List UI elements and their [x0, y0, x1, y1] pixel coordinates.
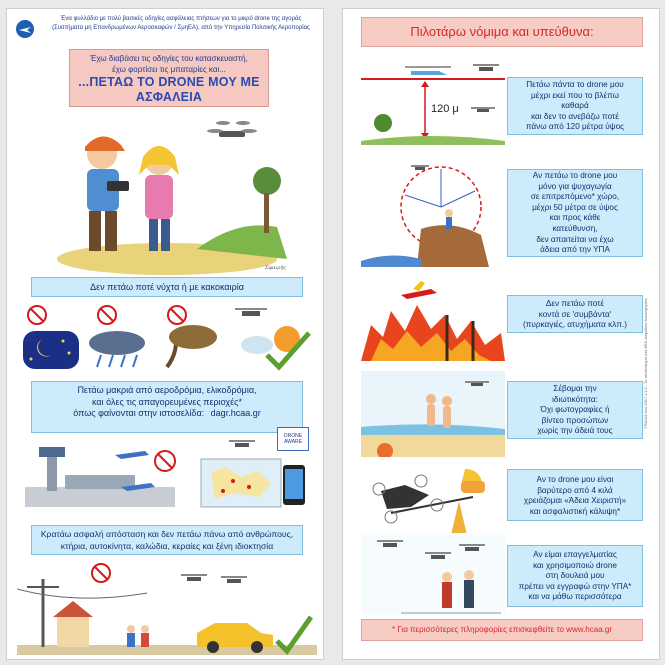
no-drone-sign-icon — [92, 564, 110, 582]
rule-box-visibility — [507, 77, 643, 135]
rule-line: και ασφαλιστική κάλυψη* — [529, 506, 621, 516]
professional-operators-illustration — [361, 533, 505, 615]
rule-line: μέχρι εκεί που το βλέπω — [530, 90, 620, 100]
drone-icon — [235, 308, 267, 316]
rule-line: Σέβομαι την — [553, 384, 597, 393]
hcaa-logo-icon — [15, 19, 35, 39]
rule-line: Όχι φωτογραφίες ή — [540, 405, 610, 415]
no-drone-sign-icon — [168, 306, 186, 324]
side-note: ΥΠΑ/Δ4 Νοε 2017 v.1.0 - Το αποτύπωμα στο EEA Ασφάλεια Κυκλοφορίας — [643, 298, 648, 429]
rule-line: κοντά σε 'συμβάντα' — [538, 309, 612, 319]
distance-rule-box — [31, 525, 303, 555]
city-distance-illustration — [17, 559, 317, 657]
rule-box-recreational — [507, 169, 643, 257]
person-icon — [442, 396, 452, 406]
intro-line: Έχω διαβάσει τις οδηγίες του κατασκευαστή, — [90, 54, 248, 63]
rule-box-privacy — [507, 381, 643, 439]
control-tower-icon — [47, 455, 57, 491]
rule-line: μόνο για ψυχαγωγία — [538, 181, 612, 191]
rule-line: άδεια από την ΥΠΑ — [540, 245, 610, 255]
rule-line: πάνω από 120 μέτρα ύψος — [525, 122, 625, 132]
airports-rule-line: Πετάω μακριά από αεροδρόμια, ελικοδρόμια, — [77, 385, 257, 395]
rule-line: (πυρκαγιές, ατυχήματα κλπ.) — [522, 320, 627, 330]
airports-rule-line: και όλες τις απαγορευμένες περιοχές* — [92, 396, 242, 407]
rule-box-incidents — [507, 295, 643, 333]
rules-title: Πιλοτάρω νόμιμα και υπεύθυνα: — [361, 17, 643, 47]
rule-box-heavy-drone — [507, 469, 643, 521]
intro-line: έχω φορτίσει τις μπαταρίες και... — [112, 64, 226, 74]
no-drone-sign-icon — [98, 306, 116, 324]
rule-line: Αν το drone μου είναι — [536, 475, 614, 484]
rule-line: ιδιωτικότητα: — [552, 394, 598, 404]
privacy-illustration — [361, 371, 505, 457]
operator-icon — [464, 570, 474, 580]
rule-line: κατεύθυνση, — [552, 223, 598, 233]
drone-icon — [207, 121, 257, 137]
rain-cloud-icon — [89, 331, 145, 355]
max-height-illustration — [361, 57, 505, 145]
rule-box-professional — [507, 545, 643, 607]
person-icon — [426, 394, 436, 404]
drone-icon — [221, 576, 247, 583]
rule-line: χρειάζομαι «Άδεια Χειριστή» — [523, 496, 627, 506]
intro-box — [69, 49, 269, 107]
rule-line: βαρύτερο από 4 κιλά — [537, 485, 613, 495]
no-drone-sign-icon — [155, 451, 175, 471]
height-limit-label: 120 μ — [431, 103, 459, 115]
rule-line: και χρησιμοποιώ drone — [533, 560, 617, 570]
drone-aware-label: DRONE AWARE — [283, 433, 303, 445]
artist-signature: Σφαιρής — [265, 265, 287, 271]
distance-rule-line: Κρατάω ασφαλή απόσταση και δεν πετάω πάνω από ανθρώπους, — [40, 529, 294, 539]
drone-icon — [471, 107, 495, 112]
helicopter-icon — [411, 71, 447, 75]
no-drone-sign-icon — [28, 306, 46, 324]
intro-headline: ...ΠΕΤΑΩ ΤΟ DRONE ΜΟΥ ΜΕ — [78, 75, 260, 89]
dagr-link[interactable]: dagr.hcaa.gr — [210, 408, 261, 418]
drone-icon — [473, 64, 499, 71]
rule-line: και δεν το ανεβάζω ποτέ — [531, 111, 619, 121]
intro-headline: ΑΣΦΑΛΕΙΑ — [135, 90, 203, 104]
windy-tree-icon — [169, 325, 217, 349]
recreational-radius-illustration — [361, 155, 505, 267]
night-rule-box — [31, 277, 303, 297]
cliff-icon — [417, 225, 489, 267]
drone-icon — [381, 485, 429, 509]
rule-line: και προς κάθε — [549, 213, 601, 223]
rule-line: Αν είμαι επαγγελματίας — [533, 550, 617, 559]
person-icon — [127, 625, 135, 633]
right-panel — [342, 8, 660, 660]
rule-line: πρέπει να εγγραφώ στην ΥΠΑ* — [518, 581, 632, 591]
rule-line: βίντεο προσώπων — [541, 415, 609, 425]
airports-rule-line — [32, 408, 302, 420]
heavy-drone-illustration — [361, 461, 505, 535]
rule-line: χωρίς την άδειά τους — [537, 426, 613, 436]
rule-line: και να μάθω περισσότερα — [528, 592, 622, 602]
airport-restrictions-illustration — [25, 437, 309, 513]
airports-rule-box — [31, 381, 303, 433]
distance-rule-line: κτήρια, αυτοκίνητα, καλώδια, κεραίες και ξένη ιδιοκτησία — [60, 540, 274, 551]
night-sky-icon — [23, 331, 79, 369]
header-line: Ένα φυλλάδιο με πολύ βασικές οδηγίες ασφάλειας πτήσεων για το μικρό drone της αγοράς — [60, 16, 302, 22]
rule-line: καθαρά — [561, 101, 589, 111]
rule-line: στη δουλειά μου — [545, 571, 605, 581]
night-rule-text: Δεν πετάω ποτέ νύχτα ή με κακοκαιρία — [90, 282, 244, 292]
airports-rule-text: όπως φαίνονται στην ιστοσελίδα: — [73, 408, 205, 418]
rule-line: μέχρι 50 μέτρα σε ύψος — [532, 202, 618, 212]
rule-line: σε επιτρεπόμενο* χώρο, — [530, 192, 620, 202]
left-header — [11, 13, 321, 45]
airplane-icon — [115, 451, 149, 459]
drone-icon — [229, 440, 255, 447]
house-icon — [57, 617, 89, 647]
header-text — [39, 15, 323, 32]
operator-icon — [442, 572, 452, 582]
rule-line: Αν πετάω το drone μου — [532, 171, 618, 180]
wildfire-illustration — [361, 275, 505, 361]
kids-flying-drone-illustration — [47, 109, 297, 277]
left-panel — [6, 8, 324, 660]
drone-icon — [181, 574, 207, 581]
drone-aware-badge — [277, 427, 309, 451]
rule-line: Δεν πετάω ποτέ — [545, 299, 605, 308]
footer-note: * Για περισσότερες πληροφορίες επισκεφθείτε το www.hcaa.gr — [361, 619, 643, 641]
rule-line: δεν απαιτείται να έχω — [536, 234, 614, 244]
pilot-icon — [445, 209, 453, 217]
header-line: (Συστήματα μη Επανδρωμένων Αεροσκαφών / ΣμηΕΑ), από την Υπηρεσία Πολιτικής Αεροπορίας — [52, 24, 310, 31]
bad-weather-row-illustration — [17, 303, 317, 373]
rule-line: Πετάω πάντα το drone μου — [526, 80, 624, 89]
drone-icon — [411, 165, 429, 170]
